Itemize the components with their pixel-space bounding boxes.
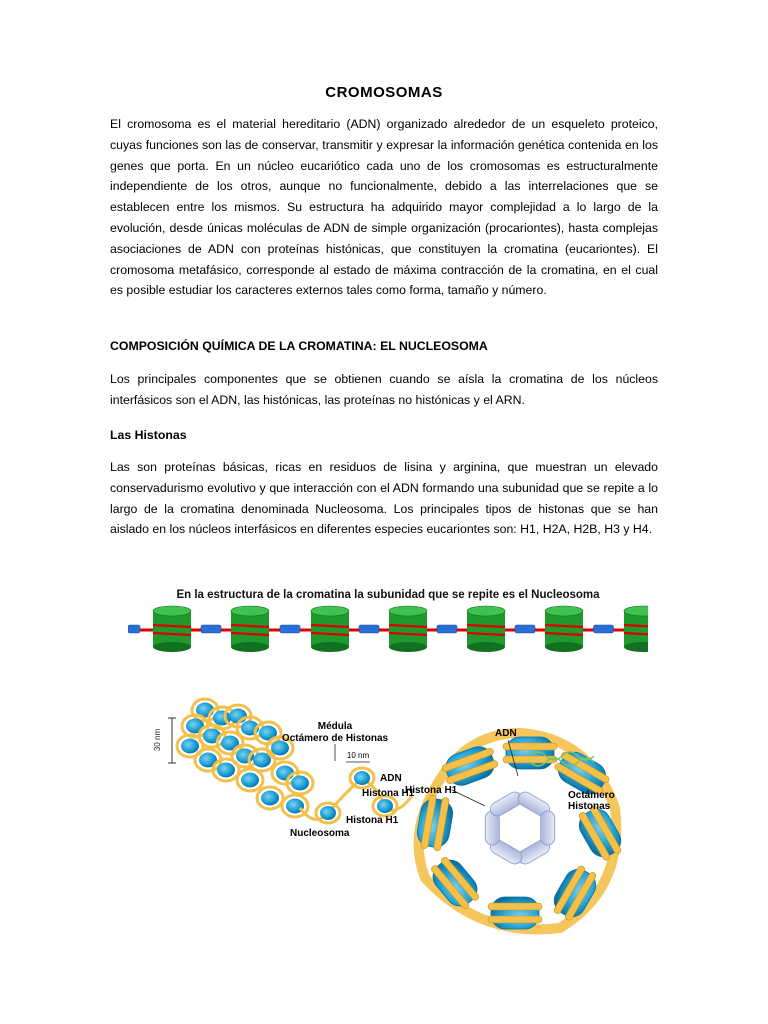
histone-octamer (427, 854, 482, 911)
chromatin-structure-figure (150, 688, 630, 938)
label-adn-right: ADN (495, 728, 517, 739)
free-nucleosome (350, 768, 374, 788)
spool-bottom (467, 642, 505, 652)
free-nucleosome (373, 796, 397, 816)
scale-label-30nm: 30 nm (153, 728, 162, 752)
histone-core (181, 739, 199, 754)
histone-h1 (488, 789, 524, 818)
spool-body (467, 611, 505, 647)
fiber-nucleosome (255, 722, 281, 744)
fiber-nucleosome (213, 759, 239, 781)
spool-body (545, 611, 583, 647)
nucleosome-chain-caption: En la estructura de la cromatina la subunidad que se repite es el Nucleosoma (176, 589, 600, 601)
spool-body (311, 611, 349, 647)
histonas-paragraph: Las son proteínas básicas, ricas en residuos de lisina y arginina, que muestran un elevado conservadurismo evolutivo y que interacción con el ADN formando una subunidad que se repite a lo largo de la cromatina denominada Nucleosoma. Los principales tipos de histonas que se han aislado en los núcleos interfásicos en diferentes especies eucariontes son: H1, H2A, H2B, H3 y H4. (110, 460, 658, 537)
histone-octamer (506, 737, 554, 769)
histone-core (377, 799, 393, 813)
histone-h1 (541, 811, 555, 845)
dna-wrap (503, 743, 557, 750)
nucleosome-spool (467, 606, 505, 652)
fiber-nucleosome (257, 787, 283, 809)
linker-segment (201, 625, 221, 633)
fiber-nucleosome (237, 769, 263, 791)
spool-top (153, 606, 191, 616)
label-histona-h1-upper: Histona H1 (362, 788, 415, 799)
histone-core (261, 791, 279, 806)
label-octamero-right-2: Histonas (568, 801, 611, 812)
histone-core (354, 771, 370, 785)
label-adn-left: ADN (380, 773, 402, 784)
label-histona-h1-right: Histona H1 (405, 785, 458, 796)
spool-top (467, 606, 505, 616)
dna-wrap (488, 916, 542, 923)
document-title: CROMOSOMAS (325, 84, 443, 101)
fiber-nucleosome (195, 749, 221, 771)
label-octamero-right-1: Octámero (568, 790, 615, 801)
section-paragraph: Los principales componentes que se obtienen cuando se aísla la cromatina de los núcleos interfásicos son el ADN, las histónicas, las proteínas no histónicas y el ARN. (110, 372, 658, 407)
nucleosome-ring (415, 733, 628, 929)
spool-bottom (231, 642, 269, 652)
nucleosome-spool (545, 606, 583, 652)
spool-bottom (311, 642, 349, 652)
free-nucleosome (316, 803, 340, 823)
section-heading: COMPOSICIÓN QUÍMICA DE LA CROMATINA: EL NUCLEOSOMA (110, 339, 488, 353)
histone-core (241, 773, 259, 788)
pointer-histona-h1-right (452, 790, 485, 806)
spool-top (389, 606, 427, 616)
spool-body (231, 611, 269, 647)
label-histona-h1-lower: Histona H1 (346, 815, 399, 826)
spool-top (231, 606, 269, 616)
nucleosome-chain-figure (128, 583, 648, 658)
spool-body (624, 611, 648, 647)
label-medula: Médula (317, 721, 353, 732)
nucleosome-spool (624, 606, 648, 652)
label-nucleosoma: Nucleosoma (290, 828, 350, 839)
nucleosome-spool (311, 606, 349, 652)
nucleosome-spool (389, 606, 427, 652)
ring-nucleosome (425, 852, 484, 914)
nucleosome-spool (153, 606, 191, 652)
dna-wrap (488, 903, 542, 910)
label-10nm: 10 nm (346, 751, 370, 760)
linker-segment (594, 625, 614, 633)
ring-nucleosome (503, 737, 557, 769)
linker-segment (515, 625, 535, 633)
linker-segment (359, 625, 379, 633)
spool-top (545, 606, 583, 616)
label-octamero-histonas: Octámero de Histonas (281, 733, 389, 744)
spool-body (153, 611, 191, 647)
histone-core (320, 806, 336, 820)
spool-bottom (153, 642, 191, 652)
spool-top (311, 606, 349, 616)
intro-paragraph: El cromosoma es el material hereditario (ADN) organizado alrededor de un esqueleto proteico, cuyas funciones son las de conservar, transmitir y expresar la información genética contenida en los genes que porta. En un núcleo eucariótico cada uno de los cromosomas es estructuralmente independiente de los otros, aunque no funcionalmente, debido a las interrelaciones que se establecen entre los mismos. Su estructura ha adquirido mayor complejidad a lo largo de la evolución, desde únicas moléculas de ADN de simple organización (procariontes), hasta complejas asociaciones de ADN con proteínas histónicas, que constituyen la cromatina (eucariontes). El cromosoma metafásico, corresponde al estado de máxima contracción de la cromatina, en el cual es posible estudiar los caracteres externos tales como forma, tamaño y número. (110, 117, 658, 298)
spool-bottom (389, 642, 427, 652)
histone-octamer (491, 897, 539, 929)
histone-core (291, 776, 309, 791)
histone-core (217, 763, 235, 778)
ring-nucleosome (488, 897, 542, 929)
linker-segment (437, 625, 457, 633)
spool-bottom (545, 642, 583, 652)
nucleosome-spool (231, 606, 269, 652)
spool-body (389, 611, 427, 647)
ring-nucleosome (439, 742, 501, 791)
fiber-nucleosome (249, 749, 275, 771)
solenoid-fiber (177, 699, 412, 823)
histonas-subheading: Las Histonas (110, 428, 187, 442)
linker-segment (128, 625, 140, 633)
linker-segment (280, 625, 300, 633)
